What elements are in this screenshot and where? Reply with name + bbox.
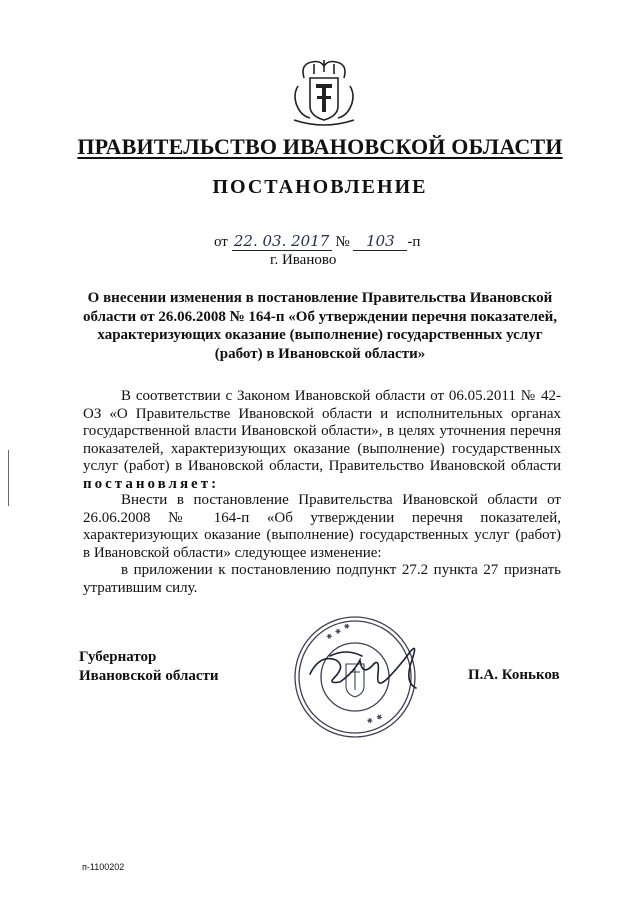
amendment-detail-paragraph: в приложении к постановлению подпункт 27.2 пункта 27 признать утратившим силу. (83, 562, 561, 596)
handwritten-date: 22. 03. 2017 (232, 232, 332, 251)
coat-of-arms-emblem (290, 56, 358, 126)
signer-name: П.А. Коньков (468, 667, 560, 683)
preamble-text: В соответствии с Законом Ивановской области от 06.05.2011 № 42-ОЗ «О Правительстве Ивановской области и исполнительных органах государственной власти Ивановской области», в целях уточнения перечня показателей, характеризующих оказание (выполнение) государственных услуг (работ) в Ивановской области, Правительство Ивановской области (83, 388, 561, 474)
decree-subject: О внесении изменения в постановление Правительства Ивановской области от 26.06.2008 № 164-п «Об утверждении перечня показателей, характеризующих оказание (выполнение) государственных услуг (работ) в Ивановской области» (82, 290, 558, 362)
svg-text:✱ ✱ ✱: ✱ ✱ ✱ (325, 621, 353, 642)
signer-title-line2: Ивановской области (79, 668, 219, 684)
date-from-label: от (214, 234, 228, 250)
amendment-paragraph: Внести в постановление Правительства Ивановской области от 26.06.2008 № 164-п «Об утверждении перечня показателей, характеризующих оказание (выполнение) государственных услуг (работ) в Ивановской области» следующее изменение: (83, 492, 561, 561)
city-name: г. Иваново (270, 252, 337, 268)
margin-mark (8, 450, 9, 506)
svg-text:✱ ✱: ✱ ✱ (365, 712, 385, 726)
preamble-paragraph (83, 388, 561, 493)
document-code: п-1100202 (82, 862, 125, 872)
official-seal-with-signature (290, 612, 420, 742)
handwritten-number: 103 (353, 232, 407, 251)
signer-title-line1: Губернатор (79, 649, 157, 665)
document-type-title: ПОСТАНОВЛЕНИЕ (212, 176, 428, 198)
number-label: № (335, 234, 350, 250)
signer-title (79, 648, 219, 686)
organization-title: ПРАВИТЕЛЬСТВО ИВАНОВСКОЙ ОБЛАСТИ (77, 134, 563, 159)
dateline (214, 232, 420, 251)
resolves-word: постановляет: (83, 475, 220, 492)
number-suffix: -п (407, 234, 421, 250)
